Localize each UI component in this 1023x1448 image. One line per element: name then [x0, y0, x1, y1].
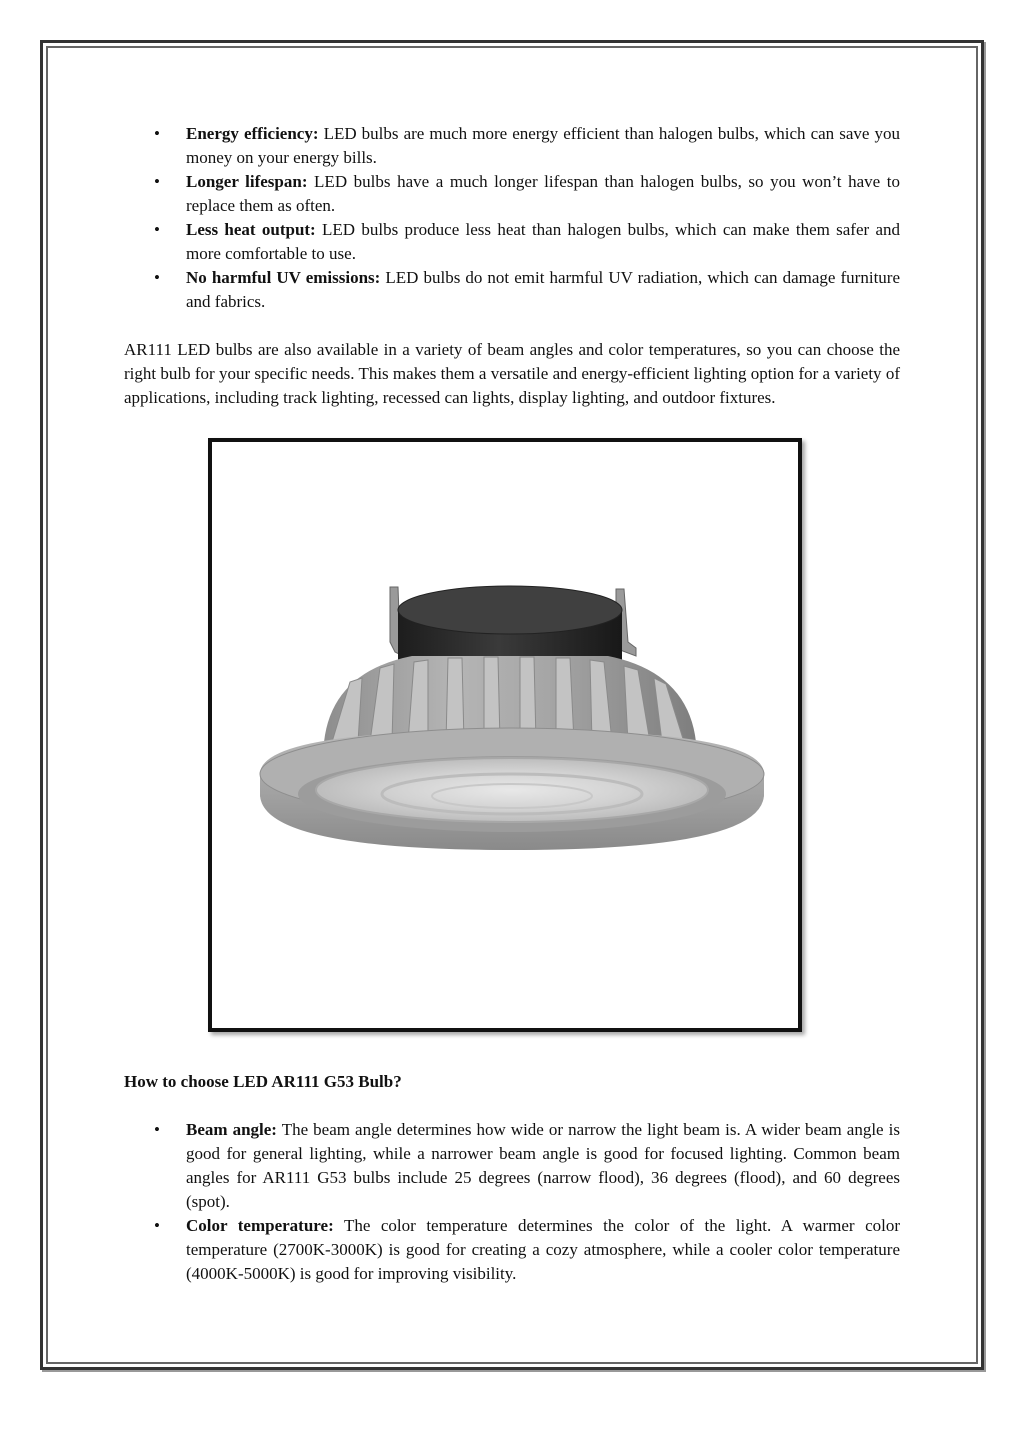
body-paragraph: AR111 LED bulbs are also available in a variety of beam angles and color temperatures, so you can choose the right bulb for your specific needs. This makes them a versatile and energy-efficient lighting option for a variety of applications, including track lighting, recessed can lights, display lighting, and outdoor fixtures. [124, 340, 900, 407]
choose-term: Beam angle: [186, 1120, 277, 1139]
benefit-term: Energy efficiency: [186, 124, 319, 143]
benefit-text: LED bulbs have a much longer lifespan than halogen bulbs, so you won’t have to replace them as often. [186, 172, 900, 215]
benefit-text: LED bulbs do not emit harmful UV radiation, which can damage furniture and fabrics. [186, 268, 900, 311]
benefit-text: LED bulbs are much more energy efficient than halogen bulbs, which can save you money on your energy bills. [186, 124, 900, 167]
benefit-text: LED bulbs produce less heat than halogen bulbs, which can make them safer and more comfortable to use. [186, 220, 900, 263]
benefits-list [124, 122, 900, 314]
choose-term: Color temperature: [186, 1216, 334, 1235]
benefit-term: Less heat output: [186, 220, 316, 239]
list-item [124, 266, 900, 314]
ar111-led-bulb-image [212, 442, 798, 1028]
benefit-term: Longer lifespan: [186, 172, 308, 191]
benefit-term: No harmful UV emissions: [186, 268, 381, 287]
choose-list [124, 1118, 900, 1286]
choose-text: The beam angle determines how wide or narrow the light beam is. A wider beam angle is good for general lighting, while a narrower beam angle is good for focused lighting. Common beam angles for AR111 G53 bulbs include 25 degrees (narrow flood), 36 degrees (flood), and 60 degrees (spot). [186, 1120, 900, 1211]
list-item [124, 170, 900, 218]
ar111-bulb-figure [208, 438, 802, 1032]
list-item [124, 1118, 900, 1214]
list-item [124, 1214, 900, 1286]
document-body [124, 122, 900, 1286]
list-item [124, 122, 900, 170]
choose-text: The color temperature determines the color of the light. A warmer color temperature (2700K-3000K) is good for creating a cozy atmosphere, while a cooler color temperature (4000K-5000K) is good for improving visibility. [186, 1216, 900, 1283]
section-heading: How to choose LED AR111 G53 Bulb? [124, 1072, 402, 1091]
list-item [124, 218, 900, 266]
